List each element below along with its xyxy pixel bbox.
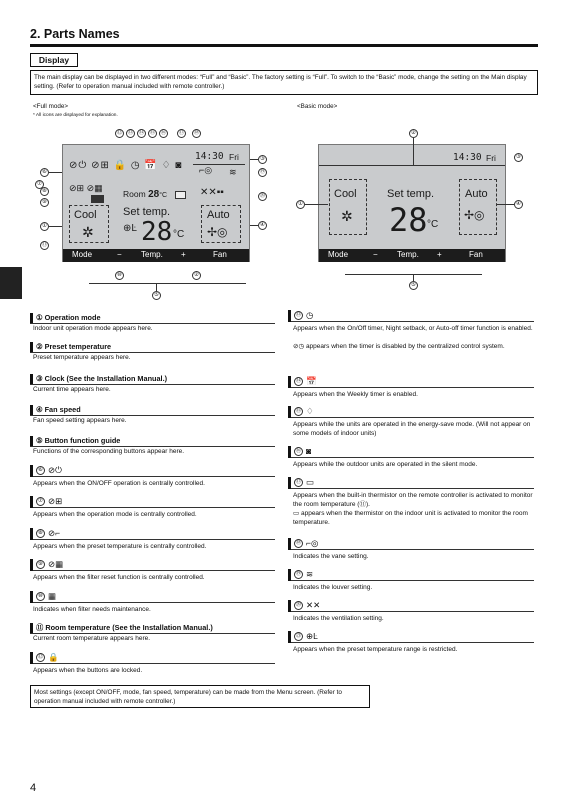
set-temp-value: 28 [141,217,173,247]
item-12-heading: ⑫ 🔒 [30,652,275,664]
item-10-heading: ⑩ ▦ [30,591,275,603]
basic-callout-2: ② [409,129,418,138]
timer-icon: ◷ [306,310,314,320]
basic-mode-value: Cool [334,188,357,200]
fan-box [201,205,241,243]
display-label: Display [30,53,78,67]
item-14-heading: ⑭ 📅 [288,376,534,388]
item-12-desc: Appears when the buttons are locked. [33,667,143,674]
btn-minus[interactable]: − [117,250,122,259]
central-mode-icon: ⊘⊞ [48,496,63,506]
silent-mode-icon: ◙ [306,446,312,456]
item-1-desc: Indoor unit operation mode appears here. [33,325,153,332]
callout-16: ⑯ [160,130,167,136]
item-5-desc: Functions of the corresponding buttons appear here. [33,448,185,455]
callout-11: ⑪ [41,242,48,248]
callout-20: ⑳ [259,193,266,199]
item-3-desc: Current time appears here. [33,386,111,393]
callout-2-full: ② [192,271,201,280]
status-icons-row2: ⊘⊞ ⊘▦ [69,183,103,193]
set-temp-label: Set temp. [123,206,171,218]
callout-6: ⑥ [40,168,49,177]
item-13-heading: ⑬ ◷ [288,310,534,322]
filter-icon: ▦ [48,591,57,601]
item-7-desc: Appears when the operation mode is centrally controlled. [33,511,197,518]
item-17-desc2: ▭ appears when the thermistor on the indoor unit is activated to monitor the room temperature. [293,510,528,526]
callout-1-full: ① [40,222,49,231]
callout-17: ⑰ [178,130,185,136]
item-21-heading: ㉑ ⊕Ŀ [288,631,534,643]
item-6-desc: Appears when the ON/OFF operation is centrally controlled. [33,480,205,487]
basic-callout-1: ① [296,200,305,209]
item-20-desc: Indicates the ventilation setting. [293,615,384,622]
energy-save-icon: ♢ [306,406,314,416]
item-5-heading: ⑤ Button function guide [30,436,275,447]
basic-btn-mode[interactable]: Mode [328,250,349,259]
central-filter-icon: ⊘▦ [48,559,64,569]
btn-mode[interactable]: Mode [72,250,93,259]
louver-icon: ≋ [229,167,237,177]
item-10-desc: Indicates when filter needs maintenance. [33,606,151,613]
set-temp-unit: °C [173,229,185,240]
item-15-heading: ⑮ ♢ [288,406,534,418]
item-9-desc: Appears when the filter reset function is centrally controlled. [33,574,205,581]
callout-13: ⑬ [127,130,134,136]
basic-callout-5: ⑤ [409,281,418,290]
filter-icon [91,195,104,203]
vane-icon: ⌐◎ [199,165,213,175]
basic-btn-temp[interactable]: Temp. [397,250,419,259]
item-11-heading: ⑪ Room temperature (See the Installation Manual.) [30,623,275,634]
callout-12: ⑫ [116,130,123,136]
basic-fan-icon: ✢◎ [464,208,485,222]
callout-3-full: ③ [258,155,267,164]
basic-btn-fan[interactable]: Fan [469,250,483,259]
intro-box: The main display can be displayed in two different modes: “Full” and “Basic”. The factory setting is “Full”. To switch to the “Basic” mode, change the setting on the Main display setting. (Refer to operation manual included with remote controller.) [30,70,538,95]
central-onoff-icon: ⊘⏻ [48,465,62,475]
item-3-heading: ③ Clock (See the Installation Manual.) [30,374,275,385]
btn-plus[interactable]: + [181,250,186,259]
callout-10: ⑩ [115,271,124,280]
fan-value: Auto [207,209,230,221]
room-label: Room 28°C [123,189,168,200]
callout-9: ⑨ [40,198,49,207]
item-18-heading: ⑱ ⌐◎ [288,538,534,550]
full-mode-title: <Full mode> [33,103,69,110]
ventilation-icon: ✕✕ [306,600,321,610]
basic-btn-minus[interactable]: − [373,250,378,259]
basic-set-temp-unit: °C [427,219,439,230]
thermistor-icon: ▭ [306,477,315,487]
callout-15: ⑮ [149,130,156,136]
item-17-heading: ⑰ ▭ [288,477,534,489]
central-temp-icon: ⊘⌐ [48,528,61,538]
basic-btn-plus[interactable]: + [437,250,442,259]
item-8-desc: Appears when the preset temperature is centrally controlled. [33,543,207,550]
callout-19: ⑲ [259,169,266,175]
item-1-heading: ① Operation mode [30,313,275,324]
item-8-heading: ⑧ ⊘⌐ [30,528,275,540]
basic-clock-day: Fri [486,153,496,163]
callout-18: ⑱ [193,130,200,136]
page-number: 4 [30,782,37,794]
callout-4-full: ④ [258,221,267,230]
weekly-timer-icon: 📅 [306,376,317,386]
callout-5-full: ⑤ [152,291,161,300]
basic-clock-time: 14:30 [453,152,482,163]
item-11-desc: Current room temperature appears here. [33,635,151,642]
side-tab [0,267,22,299]
title-rule [30,44,538,47]
timer-disabled-icon: ⊘◷ [293,343,305,350]
item-4-heading: ④ Fan speed [30,405,275,416]
basic-mode-box [329,179,367,235]
basic-mode-display [318,144,506,262]
lock-icon: 🔒 [48,652,59,662]
indoor-thermistor-icon: ▭ [293,510,300,517]
item-21-desc: Appears when the preset temperature range is restricted. [293,646,458,653]
basic-fan-value: Auto [465,188,488,200]
item-16-heading: ⑯ ◙ [288,446,534,458]
btn-fan[interactable]: Fan [213,250,227,259]
callout-7: ⑦ [35,180,44,189]
item-20-heading: ⑳ ✕✕ [288,600,534,612]
btn-temp[interactable]: Temp. [141,250,163,259]
fan-icon: ✢◎ [207,225,228,239]
vane-icon: ⌐◎ [306,538,319,548]
basic-button-guide-bar [319,249,505,262]
basic-set-temp-value: 28 [389,201,428,239]
item-7-heading: ⑦ ⊘⊞ [30,496,275,508]
thermistor-icon [175,191,186,199]
sun-icon: ✲ [82,224,94,240]
item-9-heading: ⑨ ⊘▦ [30,559,275,571]
item-14-desc: Appears when the Weekly timer is enabled. [293,391,418,398]
item-2-heading: ② Preset temperature [30,342,275,353]
bottom-note: Most settings (except ON/OFF, mode, fan speed, temperature) can be made from the Menu screen. (Refer to operation manual included with remote controller.) [30,685,370,708]
item-4-desc: Fan speed setting appears here. [33,417,127,424]
callout-8: ⑧ [40,187,49,196]
button-guide-bar [63,249,249,262]
basic-sun-icon: ✲ [341,208,353,224]
basic-mode-title: <Basic mode> [297,103,338,110]
item-19-desc: Indicates the louver setting. [293,584,373,591]
item-18-desc: Indicates the vane setting. [293,553,369,560]
item-17-desc: Appears when the built-in thermistor on the remote controller is activated to monitor the room temperature (⑪). [293,492,533,508]
louver-icon: ≋ [306,569,314,579]
temp-range-icon: ⊕Ŀ [123,223,137,234]
basic-set-temp-label: Set temp. [387,188,435,200]
item-19-heading: ⑲ ≋ [288,569,534,581]
item-6-heading: ⑥ ⊘⏻ [30,465,275,477]
full-mode-display [62,144,250,262]
item-2-desc: Preset temperature appears here. [33,354,131,361]
item-16-desc: Appears while the outdoor units are operated in the silent mode. [293,461,478,468]
item-13-desc: Appears when the On/Off timer, Night setback, or Auto-off timer function is enabled. [293,325,533,332]
basic-callout-4: ④ [514,200,523,209]
section-title: 2. Parts Names [30,27,120,41]
mode-box [69,205,109,243]
callout-14: ⑭ [138,130,145,136]
temp-range-icon: ⊕Ŀ [306,631,318,641]
status-icons-row1: ⊘⏻ ⊘⊞ 🔒 ◷ 📅 ♢ ◙ [69,160,183,171]
basic-fan-box [459,179,497,235]
basic-callout-3: ③ [514,153,523,162]
clock-day: Fri [229,152,239,162]
item-13-desc2: ⊘◷ appears when the timer is disabled by the centralized control system. [293,343,505,350]
ventilation-icon: ✕✕▪▪ [200,187,224,198]
clock-time: 14:30 [195,151,224,162]
item-15-desc: Appears while the units are operated in the energy-save mode. (Will not appear on some models of indoor units) [293,421,531,437]
mode-value: Cool [74,209,97,221]
full-mode-note: * All icons are displayed for explanation. [33,113,118,118]
